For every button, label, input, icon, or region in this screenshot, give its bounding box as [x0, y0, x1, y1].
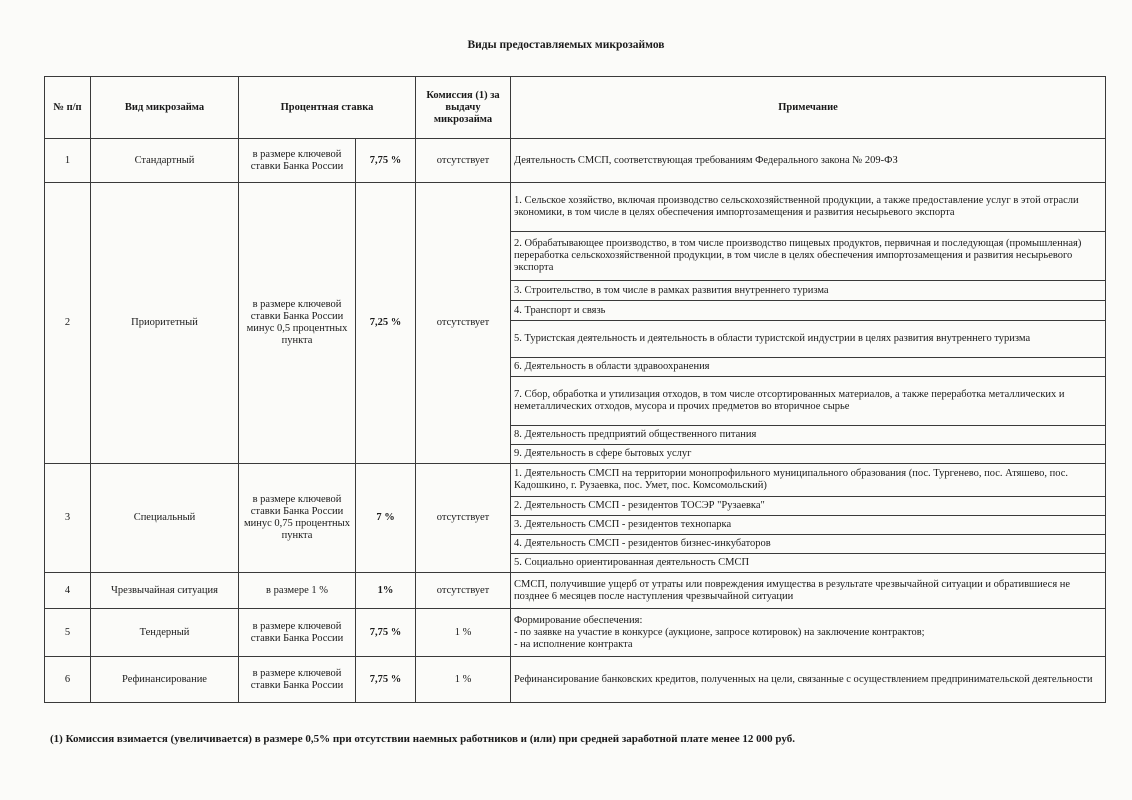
row-rate-desc: в размере 1 % — [239, 573, 356, 609]
row-num: 6 — [45, 657, 91, 703]
row-note: 1. Сельское хозяйство, включая производство сельскохозяйственной продукции, а также предоставление услуг в этой отрасли экономики, в том числе в целях обеспечения импортозамещения и развития несырьевого экспорта — [511, 183, 1106, 232]
row-note: 3. Деятельность СМСП - резидентов технопарка — [511, 516, 1106, 535]
header-row — [45, 77, 1106, 139]
header-commission: Комиссия (1) за выдачу микрозайма — [416, 77, 511, 139]
row-note: 3. Строительство, в том числе в рамках развития внутреннего туризма — [511, 281, 1106, 301]
row-num: 2 — [45, 183, 91, 464]
row-note: 4. Транспорт и связь — [511, 301, 1106, 321]
row-note: 4. Деятельность СМСП - резидентов бизнес-инкубаторов — [511, 535, 1106, 554]
row-note: 2. Деятельность СМСП - резидентов ТОСЭР "Рузаевка" — [511, 497, 1106, 516]
row-num: 1 — [45, 139, 91, 183]
header-rate: Процентная ставка — [239, 77, 416, 139]
header-num: № п/п — [45, 77, 91, 139]
row-commission: отсутствует — [416, 464, 511, 573]
table-row — [45, 139, 1106, 183]
header-type: Вид микрозайма — [91, 77, 239, 139]
page-title: Виды предоставляемых микрозаймов — [467, 39, 665, 51]
table-row — [45, 464, 1106, 497]
row-rate-desc: в размере ключевой ставки Банка России — [239, 657, 356, 703]
row-commission: отсутствует — [416, 573, 511, 609]
row-commission: отсутствует — [416, 183, 511, 464]
row-rate-value: 7 % — [356, 464, 416, 573]
row-type: Специальный — [91, 464, 239, 573]
row-rate-desc: в размере ключевой ставки Банка России минус 0,75 процентных пункта — [239, 464, 356, 573]
row-type: Стандартный — [91, 139, 239, 183]
row-note: 1. Деятельность СМСП на территории монопрофильного муниципального образования (пос. Тургенево, пос. Атяшево, пос. Кадошкино, г. Рузаевка, пос. Умет, пос. Комсомольский) — [511, 464, 1106, 497]
row-note: 5. Социально ориентированная деятельность СМСП — [511, 554, 1106, 573]
row-commission: отсутствует — [416, 139, 511, 183]
row-note: СМСП, получившие ущерб от утраты или повреждения имущества в результате чрезвычайной ситуации и обратившиеся не позднее 6 месяцев после наступления чрезвычайной ситуации — [511, 573, 1106, 609]
row-note: 2. Обрабатывающее производство, в том числе производство пищевых продуктов, первичная и последующая (промышленная) переработка сельскохозяйственной продукции, в том числе в целях обеспечения импортозамещения и развития несырьевого экспорта — [511, 232, 1106, 281]
row-note: 5. Туристская деятельность и деятельность в области туристской индустрии в целях развития внутреннего туризма — [511, 321, 1106, 358]
row-rate-value: 7,75 % — [356, 609, 416, 657]
row-rate-desc: в размере ключевой ставки Банка России — [239, 139, 356, 183]
table-row — [45, 657, 1106, 703]
row-rate-value: 7,25 % — [356, 183, 416, 464]
row-rate-value: 7,75 % — [356, 657, 416, 703]
row-type: Чрезвычайная ситуация — [91, 573, 239, 609]
row-type: Приоритетный — [91, 183, 239, 464]
row-note: Формирование обеспечения: - по заявке на участие в конкурсе (аукционе, запросе котировок) на заключение контрактов; - на исполнение контракта — [511, 609, 1106, 657]
microloans-table — [44, 76, 1106, 703]
row-commission: 1 % — [416, 609, 511, 657]
header-note: Примечание — [511, 77, 1106, 139]
row-note: 8. Деятельность предприятий общественного питания — [511, 426, 1106, 445]
row-num: 3 — [45, 464, 91, 573]
row-rate-desc: в размере ключевой ставки Банка России — [239, 609, 356, 657]
row-note: Рефинансирование банковских кредитов, полученных на цели, связанные с осуществлением предпринимательской деятельности — [511, 657, 1106, 703]
table-row — [45, 183, 1106, 232]
row-rate-value: 7,75 % — [356, 139, 416, 183]
row-type: Рефинансирование — [91, 657, 239, 703]
row-num: 5 — [45, 609, 91, 657]
row-note: 6. Деятельность в области здравоохранения — [511, 358, 1106, 377]
row-num: 4 — [45, 573, 91, 609]
row-rate-value: 1% — [356, 573, 416, 609]
table-row — [45, 573, 1106, 609]
row-note: 9. Деятельность в сфере бытовых услуг — [511, 445, 1106, 464]
row-note: 7. Сбор, обработка и утилизация отходов, в том числе отсортированных материалов, а также переработка металлических и неметаллических отходов, мусора и прочих предметов во вторичное сырье — [511, 377, 1106, 426]
table-row — [45, 609, 1106, 657]
row-type: Тендерный — [91, 609, 239, 657]
row-rate-desc: в размере ключевой ставки Банка России минус 0,5 процентных пункта — [239, 183, 356, 464]
row-note: Деятельность СМСП, соответствующая требованиям Федерального закона № 209-ФЗ — [511, 139, 1106, 183]
row-commission: 1 % — [416, 657, 511, 703]
footnote: (1) Комиссия взимается (увеличивается) в размере 0,5% при отсутствии наемных работников и (или) при средней заработной плате менее 12 000 руб. — [50, 733, 795, 745]
